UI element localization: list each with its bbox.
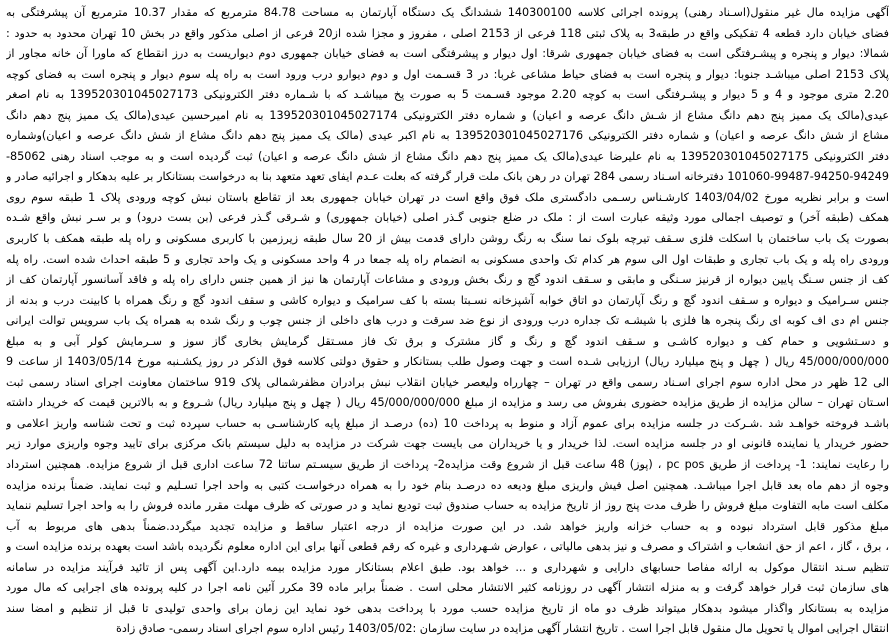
- notice-text-line: حضور خریدار یا نماینده قانونی او در جلسه مزایده است. لذا خریدار و یا خریداران می بایست جهت شرکت در مزایده به دلیل سیستم بانک مرکزی برای تایید وجوه واریزی موارد زیر: [6, 437, 889, 451]
- notice-text-line: همکف (طبقه آخر) و توصیف اجمالی مورد وثیقه عبارت است از : ملک در ضلع جنوبی گـذر اصلی (خیابان جمهوری) و شـرقی گـذر فرعی (بن بست درود) و بر سـر نبش واقع شـده: [6, 211, 889, 225]
- notice-text-line: مشاع از شش دانگ عرصه و اعیان) و شماره دفتر الکترونیکی 139520301045027176 به نام اکبر عیدی (مالک یک ممیز پنج دهم دانگ مشاع از شش دانگ عرصه و اعیان)وشماره: [6, 129, 889, 143]
- notice-text-line: 45/000/000/000 ریال ( چهل و پنج میلیارد ریال) ارزیابی شـده است و جهت وصول طلب بستانکار و حقوق دولتی کلاسه فوق الذکر در روز یکشـنبه مورخ 1403/05/14 از ساعت 9: [6, 355, 889, 369]
- notice-text-line: پلاک 2153 اصلی میباشـد جنوبا: دیوار و پنجره است به فضای حیاط مشاعی غربا: در 3 قسـمت اول و دوم دیوارو درب ورود است به راه پله سوم دیوار و پنجره است به فضای کوچه: [6, 67, 889, 81]
- notice-text-line: است و برابر نظریه مورخ 1403/04/02 کارشـناس رسـمی دادگستری ملک فوق واقع است در تهران خیابان جمهوری بعد از تقاطع باستان نبش کوچه ورودی پلاک 1 طبقه سوم روی: [6, 190, 889, 204]
- notice-text-line: انتقال اجرایی اموال یا تحویل مال منقول قابل اجرا است . تاریخ انتشار آگهی مزایده در سایت سازمان :1403/05/02 رئیس اداره سوم اجرای اسناد رسمی- صادق زادة: [115, 622, 889, 636]
- notice-text-line: جنس ام دی اف کوبه ای رنگ پنجره ها فلزی با شیشـه تک جداره درب ورودی از نوع ضد سرقت و درب های داخلی از جنس چوب و رنگ شده به همراه یک باب سرویس توالت ایرانی: [6, 314, 889, 328]
- notice-text-line: فضای خیابان دارد قطعه 4 تفکیکی واقع در طبقه3 به پلاک ثبتی 118 فرعی از 2153 اصلی ، مفروز و مجزا شده از20 فرعی از اصلی مذکور واقع در بخش 10 تهران محدود به حدود :: [6, 26, 889, 40]
- notice-text-line: باشـد فروخته خواهـد شد .شـرکت در جلسه مزایده برای عموم آزاد و منوط به پرداخت 10 (ده) درصـد از مبلغ پایه کارشناسـی به حساب سپرده ثبت و تحت شناسه واریز اعلامی و: [6, 416, 889, 430]
- notice-text-line: های سازمان ثبت قرار خواهد گرفت و به منزله انتشار آگهی در روزنامه کثیر الانتشار محلی است . ضمناً برابر ماده 39 مکرر آئین نامه اجرا در کلیه پرونده های اجرایی که مال مورد: [6, 581, 889, 595]
- notice-text-line: مبلغ مذکور قابل استرداد نبوده و به حساب خزانه واریز خواهد شد. در این صورت مزایده از درجه اعتبار ساقط و مزایده تجدید میگردد.ضمناً بدهی های مربوط به آب: [6, 519, 889, 533]
- notice-text-line: را رعایت نمایند: 1- پرداخت از طریق pc pos ، (پوز) 48 ساعت قبل از شروع وقت مزایده2- پرداخت از طریق سیسـتم ساتنا 72 ساعت اداری قبل از شروع مزایده. همچنین استرداد: [6, 458, 889, 472]
- notice-text-line: تنظیم سـند انتقال موکول به ارائه مفاصا حسابهای دارایی و شهرداری و ... خواهد بود. طبق اعلام بستانکار مورد مزایده بیمه دارد.این آگهی پس از تائید فرآیند مزایده در سامانه: [6, 560, 889, 574]
- notice-text-line: شمالا: دیوار و پنجره و پیشـرفتگی است به فضای خیابان جمهوری شرقا: اول دیوار و پیشرفتگی است به فضای خیابان جمهوری دوم دیواریست به درز انقطاع که ماورا آن خانه مجاور از: [6, 47, 889, 61]
- notice-text-line: اسـتان تهران – سالن مزایده از طریق مزایده حضوری بفروش می رسد و مزایده از مبلغ 45/000/000/000 ریال ( چهل و پنج میلیارد ریال) شـروع و به بالاترین قیمت که خریدار داشته: [6, 396, 889, 410]
- notice-text-line: مزایده به بستانکار واگذار میشود بدهکار میتواند ظرف دو ماه از تاریخ مزایده حسب مورد با پرداخت بدهی خود نماید این زمان برای واحدی تولیدی تا قبل از تنظیم و امضا سند: [6, 601, 889, 615]
- notice-text-line: مکلف است مابه التفاوت مبلغ فروش را ظرف مدت پنج روز از تاریخ مزایده به حساب صندوق ثبت تودیع نماید و در صورتی که ظرف مهلت مقرر مانده فروش را به واحد اجرا تسلیم ننماید: [6, 499, 889, 513]
- notice-text-line: الی 12 ظهر در محل اداره سوم اجرای اسـناد رسمی واقع در تهران – چهارراه ولیعصر خیابان انقلاب نبش برادران مظفرشمالی پلاک 919 ساختمان معاونت اجرای اسناد رسمی ثبت: [6, 375, 889, 389]
- notice-text-line: عیدی(مالک یک ممیز پنج دهم دانگ مشاع از شـش دانگ عرصه و اعیان) و شماره دفتر الکترونیکی 139520301045027174 به نام امیرحسین عیدی(مالک یک ممیز پنج دهم دانگ: [6, 108, 889, 122]
- notice-text-line: آگهی مزایده مال غیر منقول(اسـناد رهنی) پرونده اجرائی کلاسه 140300100 ششدانگ یک دستگاه آپارتمان به مساحت 84.78 مترمربع که مقدار 10.37 مترمربع آن پیشرفتگی به: [6, 6, 889, 19]
- notice-text-line: ، برق ، گاز ، اعم از حق انشعاب و اشتراک و مصرف و نیز بدهی مالیاتی ، عوارض شـهرداری و غیره که رقم قطعی آنها برای این اداره معلوم نگردیده باشد است بعهده برنده مزایده است و: [6, 540, 889, 554]
- notice-text-line: بصورت یک باب ساختمان با اسکلت فلزی سـقف تیرچه بلوک نما سنگ به رنگ روشن دارای قدمت بیش از 20 سال طبقه زیرزمین با کاربری مسکونی و راه پله طبقه همکف با کاربری: [6, 232, 889, 246]
- notice-text-line: 101060-99487-94250-94249 دفترخانه اسـناد رسمی 284 تهران در رهن بانک ملت قرار گرفته که بعلت عـدم ایفای تعهد متعهد بنا به درخواست بستانکار بر علیه بدهکار و اجرائیه صادر و: [6, 170, 889, 184]
- notice-text-line: کف از جنس سـنگ پایین دیواره از قرنیز سـنگی و مابقی و سـقف اندود گچ و رنگ بخش ورودی و مشاعات آپارتمان ها نیز از همین جنس دارای راه پله و فاقد آسانسور آپارتمان کف از: [6, 273, 889, 287]
- notice-text-line: 2.20 متری موجود و 4 و 5 دیوار و پیشـرفتگی است به کوچه 2.20 موجود قسـمت 5 به صورت پخ میباشـد که با شـماره دفتر الکترونیکی 139520301045027173 به نام اصغر: [6, 88, 889, 102]
- notice-text-line: وجوه از دهم ماه بعد قابل اجرا میباشـد. همچنین اصل فیش واریزی مبلغ ودیعه ده درصـد بنام خود را به همراه درخواسـت کتبی به واحد اجرا تسـلیم و ثبت نمایند. ضمناً برنده مزایده: [6, 478, 889, 492]
- notice-text-line: ورودی راه پله و یک باب تجاری و طبقات اول الی سوم هر کدام تک واحدی مسکونی به انضمام راه پله جمعا در 4 واحد مسکونی و یک واحد تجاری و 5 طبقه احداث شده است. راه پله: [6, 252, 889, 266]
- notice-text-line: دفتر الکترونیکی 139520301045027175 به نام علیرضا عیدی(مالک یک ممیز پنج دهم دانگ مشاع از شش دانگ عرصه و اعیان) ثبت گردیده است و به موجب اسناد رهنی 85062-: [6, 149, 889, 163]
- notice-text-line: جنس سـرامیک و دیواره و سـقف اندود گچ و رنگ آپارتمان دو اتاق خوابه آشپزخانه نسـبتا بسته با کف سرامیک و دیواره کاشی و سقف اندود گچ و رنگ همراه با کابینت درب و بدنه از: [6, 293, 889, 307]
- notice-text-line: و دسـتشویی و حمام کف و دیواره کاشـی و سـقف اندود گچ و رنگ و گاز مشترک و برق تک فاز مسـتقل گرمایش بخاری گاز سوز و سـرمایش کولر آبی و به مبلغ: [6, 334, 889, 348]
